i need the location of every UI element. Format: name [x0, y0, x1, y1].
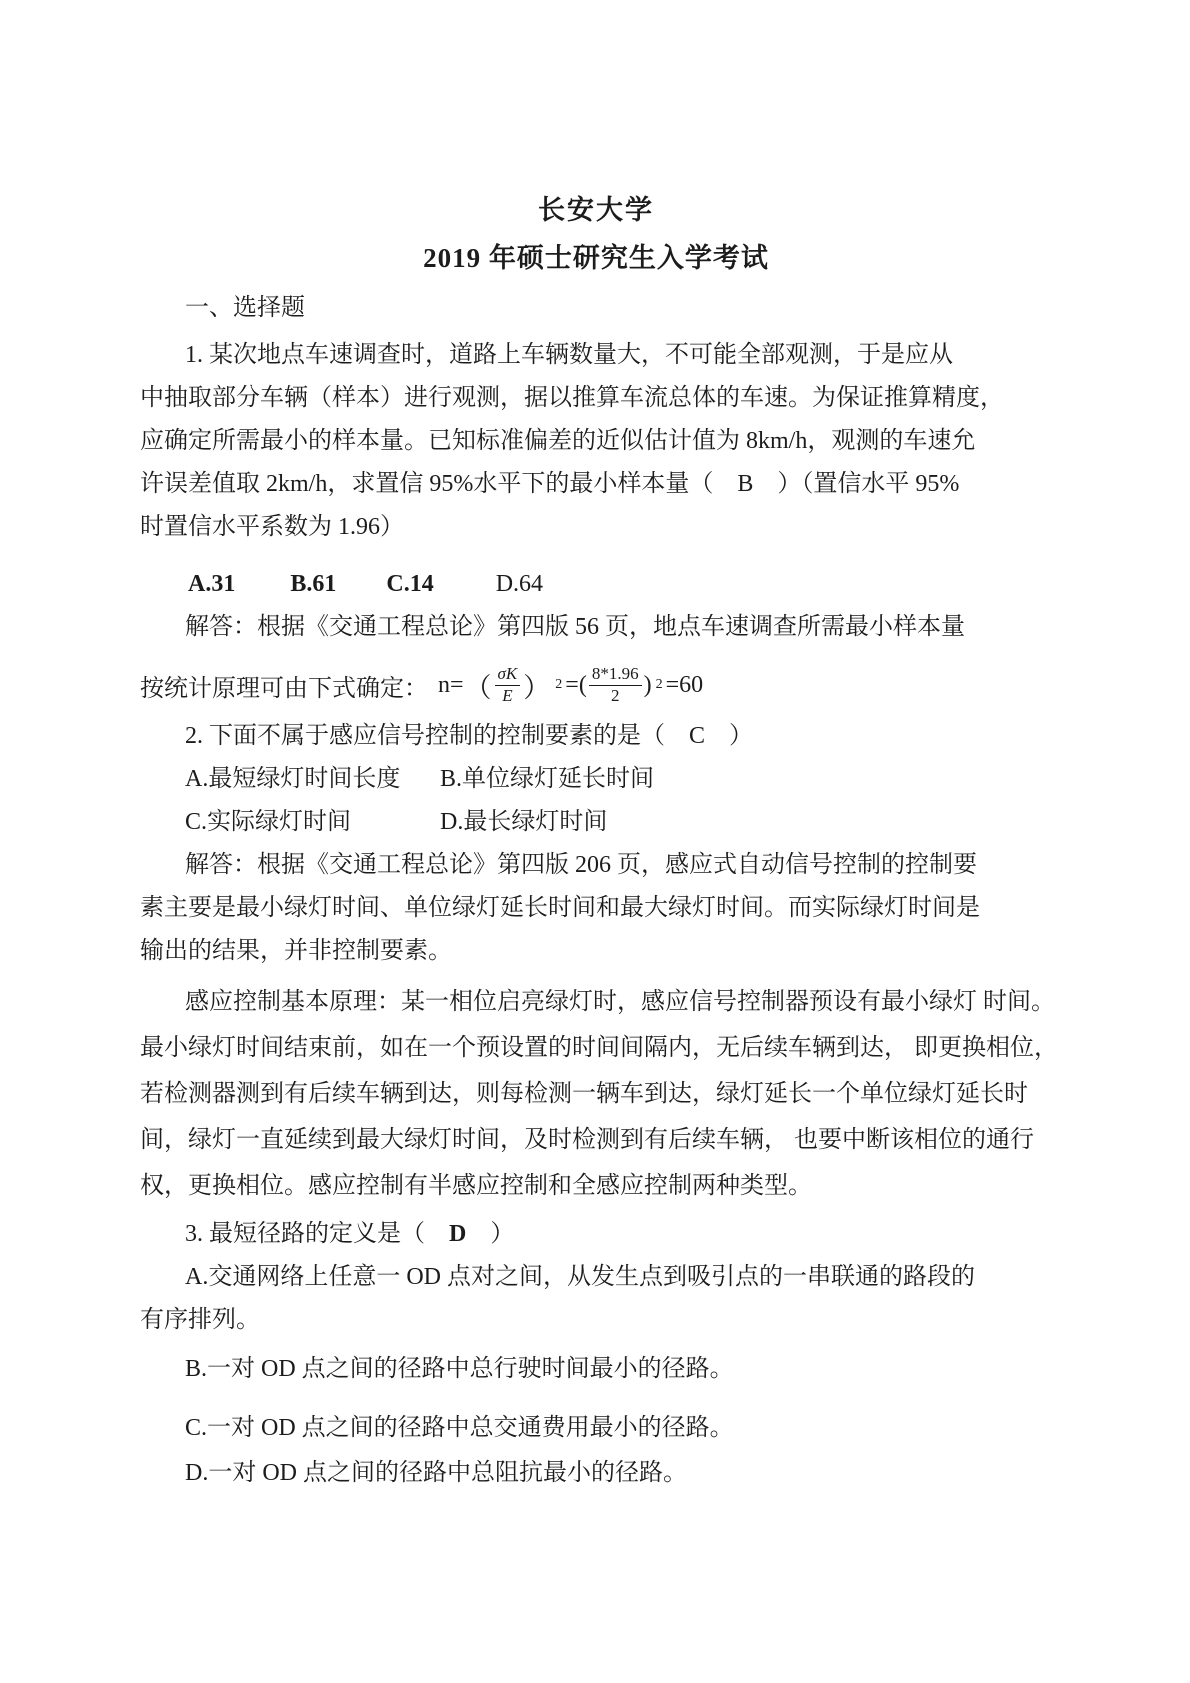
- page-subtitle: 2019 年硕士研究生入学考试: [423, 243, 769, 273]
- page-title: 长安大学: [538, 195, 654, 225]
- formula-close-paren-2: ): [643, 671, 652, 698]
- formula-fraction-1: [495, 664, 521, 706]
- q2-principle-line-4: 间，绿灯一直延续到最大绿灯时间，及时检测到有后续车辆， 也要中断该相位的通行: [140, 1127, 1034, 1153]
- q2-option-a: A.最短绿灯时间长度: [185, 766, 401, 792]
- q1-text-line-2: 中抽取部分车辆（样本）进行观测，据以推算车流总体的车速。为保证推算精度，: [140, 385, 1004, 411]
- formula-close-paren-1: ）: [523, 672, 551, 703]
- q1-text-line-3: 应确定所需最小的样本量。已知标准偏差的近似估计值为 8km/h，观测的车速允: [140, 428, 976, 454]
- q2-option-d: D.最长绿灯时间: [440, 809, 608, 835]
- q3-question-prefix: 3. 最短径路的定义是（: [185, 1221, 449, 1247]
- q2-option-b: B.单位绿灯延长时间: [440, 766, 655, 792]
- fraction-2-numerator: 8*1.96: [589, 664, 642, 685]
- q3-option-b: B.一对 OD 点之间的径路中总行驶时间最小的径路。: [185, 1356, 734, 1382]
- q2-principle-line-5: 权，更换相位。感应控制有半感应控制和全感应控制两种类型。: [140, 1173, 812, 1199]
- formula-open-paren-1: （: [464, 672, 492, 703]
- q1-text-line-1: 1. 某次地点车速调查时，道路上车辆数量大，不可能全部观测，于是应从: [185, 342, 953, 368]
- q1-text-line-4: 许误差值取 2km/h，求置信 95%水平下的最小样本量（ B ）（置信水平 95%: [140, 471, 960, 497]
- fraction-1-numerator: σK: [495, 664, 521, 685]
- formula-intro: 按统计原理可由下式确定：: [140, 675, 428, 702]
- q2-option-c: C.实际绿灯时间: [185, 809, 352, 835]
- q2-options-row-1: [140, 758, 1052, 801]
- q2-principle-line-1: 感应控制基本原理：某一相位启亮绿灯时，感应信号控制器预设有最小绿灯 时间。: [185, 989, 1055, 1015]
- q2-answer-line-1: 解答：根据《交通工程总论》第四版 206 页，感应式自动信号控制的控制要: [185, 852, 977, 878]
- q1-options-row: [140, 563, 1052, 606]
- q3-option-a-line-1: A.交通网络上任意一 OD 点对之间，从发生点到吸引点的一串联通的路段的: [185, 1264, 975, 1290]
- q3-answer-letter: D: [449, 1221, 467, 1247]
- q2-principle-paragraph: [140, 979, 1058, 1209]
- fraction-1-denominator: E: [502, 685, 513, 705]
- q1-formula: [140, 655, 1052, 715]
- formula-exponent-1: 2: [555, 677, 563, 692]
- q3-question: [140, 1213, 1052, 1256]
- formula-n-equals: n=: [438, 671, 464, 698]
- section-heading: 一、选择题: [185, 295, 305, 321]
- q1-option-c: C.14: [386, 571, 434, 597]
- q1-option-d: D.64: [495, 571, 544, 597]
- q1-option-a: A.31: [188, 571, 236, 597]
- formula-equals-open-paren-2: =(: [565, 671, 587, 698]
- formula-exponent-2: 2: [655, 677, 663, 692]
- q2-answer-line-2: 素主要是最小绿灯时间、单位绿灯延长时间和最大绿灯时间。而实际绿灯时间是: [140, 895, 980, 921]
- formula-result: =60: [665, 671, 704, 698]
- q2-principle-line-3: 若检测器测到有后续车辆到达，则每检测一辆车到达，绿灯延长一个单位绿灯延长时: [140, 1081, 1028, 1107]
- q1-text-line-5: 时置信水平系数为 1.96）: [140, 514, 404, 540]
- q2-principle-line-2: 最小绿灯时间结束前，如在一个预设置的时间间隔内，无后续车辆到达， 即更换相位，: [140, 1035, 1058, 1061]
- q3-option-d: D.一对 OD 点之间的径路中总阻抗最小的径路。: [185, 1460, 687, 1486]
- q2-options-row-2: [140, 801, 1052, 844]
- q3-question-suffix: ）: [466, 1221, 515, 1247]
- fraction-2-denominator: 2: [610, 685, 620, 705]
- q2-answer-line-3: 输出的结果，并非控制要素。: [140, 938, 452, 964]
- q3-option-a-line-2: 有序排列。: [140, 1307, 260, 1333]
- q2-question: 2. 下面不属于感应信号控制的控制要素的是（ C ）: [185, 723, 754, 749]
- formula-fraction-2: [589, 664, 642, 706]
- q1-answer-intro: 解答：根据《交通工程总论》第四版 56 页，地点车速调查所需最小样本量: [185, 614, 965, 640]
- q3-option-c: C.一对 OD 点之间的径路中总交通费用最小的径路。: [185, 1415, 734, 1441]
- q1-option-b: B.61: [290, 571, 337, 597]
